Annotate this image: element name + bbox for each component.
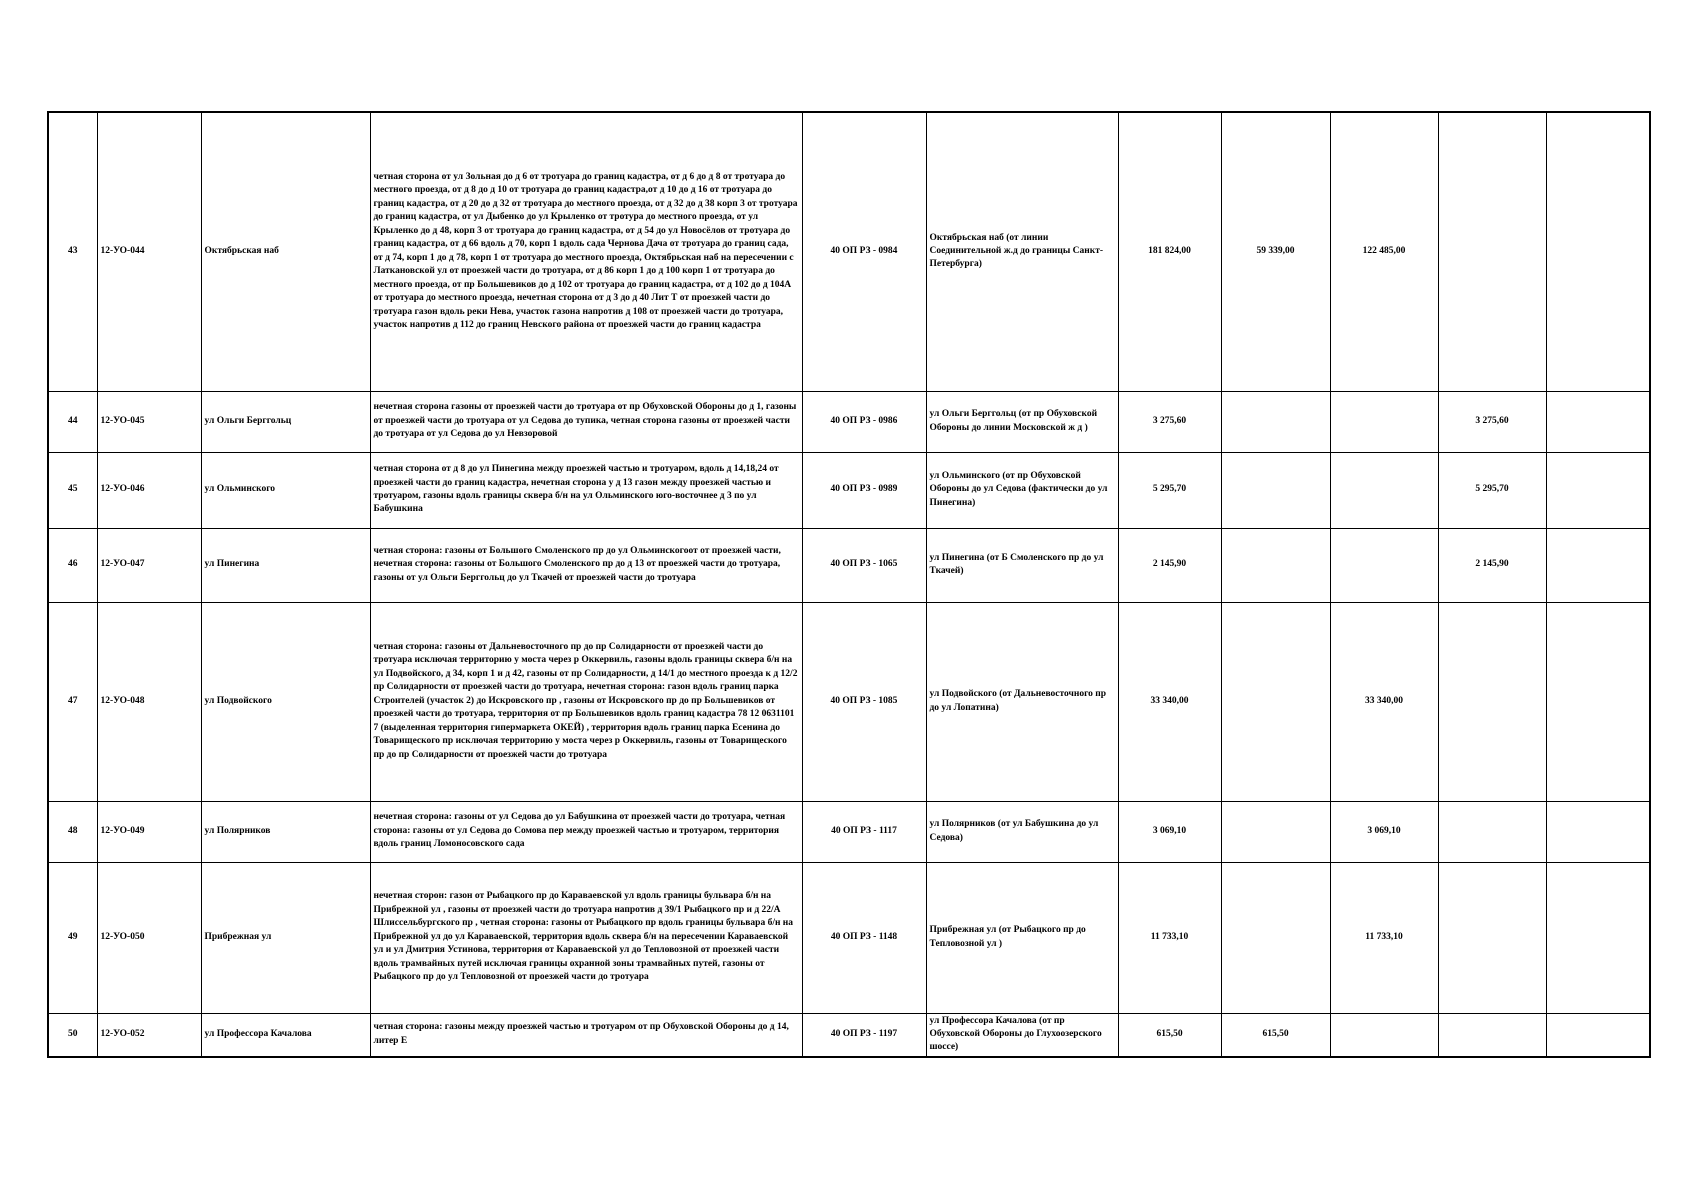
registry-number: 40 ОП РЗ - 0984 <box>802 112 926 391</box>
registry-number: 40 ОП РЗ - 0986 <box>802 391 926 452</box>
value-col-3: 3 275,60 <box>1438 391 1546 452</box>
value-col-1: 615,50 <box>1221 1013 1330 1057</box>
street-name: ул Полярников <box>201 801 370 862</box>
value-col-4 <box>1546 452 1650 528</box>
value-col-1 <box>1221 801 1330 862</box>
row-number: 50 <box>48 1013 97 1057</box>
register-table <box>47 111 1651 1058</box>
area-description: четная сторона от д 8 до ул Пинегина между проезжей частью и тротуаром, вдоль д 14,18,24 от проезжей части до границ кадастра, нечетная сторона у д 13 газон между проезжей частью и тротуаром, газоны вдоль границы сквера б/н на ул Ольминского юго-восточнее д 3 по ул Бабушкина <box>370 452 802 528</box>
row-number: 45 <box>48 452 97 528</box>
value-col-3: 5 295,70 <box>1438 452 1546 528</box>
total-area: 181 824,00 <box>1118 112 1221 391</box>
value-col-2: 122 485,00 <box>1330 112 1438 391</box>
area-description: нечетная сторона газоны от проезжей части до тротуара от пр Обуховской Обороны до д 1, газоны от проезжей части до тротуара от ул Седова до тупика, четная сторона газоны от проезжей части до тротуара от ул Седова до ул Невзоровой <box>370 391 802 452</box>
road-bounds: ул Ольги Берггольц (от пр Обуховской Обороны до линии Московской ж д ) <box>926 391 1118 452</box>
table-row <box>48 801 1650 862</box>
value-col-1 <box>1221 391 1330 452</box>
area-description: нечетная сторон: газон от Рыбацкого пр до Караваевской ул вдоль границы бульвара б/н на Прибрежной ул , газоны от проезжей части до тротуара напротив д 39/1 Рыбацкого пр и д 22/А Шлиссельбургского пр , четная сторона: газоны от Рыбацкого пр вдоль границы бульвара б/н на Прибрежной ул до ул Караваевской, территория вдоль сквера б/н на пересечении Караваевской ул и ул Дмитрия Устинова, территория от Караваевской ул до Тепловозной от проезжей части вдоль трамвайных путей исключая границы охранной зоны трамвайных путей, газоны от Рыбацкого пр до ул Тепловозной от проезжей части до тротуара <box>370 862 802 1013</box>
value-col-1 <box>1221 452 1330 528</box>
total-area: 2 145,90 <box>1118 528 1221 602</box>
value-col-4 <box>1546 862 1650 1013</box>
table-row <box>48 602 1650 801</box>
row-number: 43 <box>48 112 97 391</box>
object-code: 12-УО-048 <box>97 602 201 801</box>
total-area: 3 275,60 <box>1118 391 1221 452</box>
object-code: 12-УО-044 <box>97 112 201 391</box>
row-number: 49 <box>48 862 97 1013</box>
value-col-3 <box>1438 1013 1546 1057</box>
value-col-2 <box>1330 1013 1438 1057</box>
value-col-3: 2 145,90 <box>1438 528 1546 602</box>
registry-number: 40 ОП РЗ - 1085 <box>802 602 926 801</box>
area-description: четная сторона от ул Зольная до д 6 от тротуара до границ кадастра, от д 6 до д 8 от тротуара до местного проезда, от д 8 до д 10 от тротуара до границ кадастра,от д 10 до д 16 от тротуара до границ кадастра, от д 20 до д 32 от тротуара до местного проезда, от д 32 до д 38 корп 3 от тротуара до границ кадастра, от ул Дыбенко до ул Крыленко от тротура до местного проезда, от ул Крыленко до д 48, корп 3 от тротуара до границ кадастра, от д 54 до ул Новосёлов от тротуара до границ кадастра, от д 66 вдоль д 70, корп 1 вдоль сада Чернова Дача от тротуара до границ сада, от д 74, корп 1 до д 78, корп 1 от тротуара до местного проезда, Октябрьская наб на пересечении с Латкановской ул от проезжей части до тротуара, от д 86 корп 1 до д 100 корп 1 от тротуара до местного проезда, от пр Большевиков до д 102 от тротуара до границ кадастра, от д 102 до д 104А от тротуара до местного проезда, нечетная сторона от д 3 до д 40 Лит Т от проезжей части до тротуара газон вдоль реки Нева, участок газона напротив д 108 от проезжей части до тротуара, участок напротив д 112 до границ Невского района от проезжей части до границ кадастра <box>370 112 802 391</box>
value-col-4 <box>1546 528 1650 602</box>
value-col-2: 3 069,10 <box>1330 801 1438 862</box>
object-code: 12-УО-046 <box>97 452 201 528</box>
registry-number: 40 ОП РЗ - 1117 <box>802 801 926 862</box>
value-col-2 <box>1330 391 1438 452</box>
total-area: 11 733,10 <box>1118 862 1221 1013</box>
road-bounds: Октябрьская наб (от линии Соединительной ж.д до границы Санкт-Петербурга) <box>926 112 1118 391</box>
total-area: 3 069,10 <box>1118 801 1221 862</box>
object-code: 12-УО-052 <box>97 1013 201 1057</box>
value-col-2: 11 733,10 <box>1330 862 1438 1013</box>
table-body <box>48 112 1650 1057</box>
value-col-4 <box>1546 602 1650 801</box>
value-col-1: 59 339,00 <box>1221 112 1330 391</box>
table-row <box>48 391 1650 452</box>
row-number: 47 <box>48 602 97 801</box>
value-col-4 <box>1546 1013 1650 1057</box>
value-col-4 <box>1546 391 1650 452</box>
registry-number: 40 ОП РЗ - 1148 <box>802 862 926 1013</box>
object-code: 12-УО-050 <box>97 862 201 1013</box>
table-row <box>48 112 1650 391</box>
registry-number: 40 ОП РЗ - 1065 <box>802 528 926 602</box>
street-name: Прибрежная ул <box>201 862 370 1013</box>
value-col-1 <box>1221 862 1330 1013</box>
value-col-4 <box>1546 801 1650 862</box>
registry-number: 40 ОП РЗ - 0989 <box>802 452 926 528</box>
value-col-4 <box>1546 112 1650 391</box>
street-name: ул Профессора Качалова <box>201 1013 370 1057</box>
value-col-1 <box>1221 602 1330 801</box>
value-col-2: 33 340,00 <box>1330 602 1438 801</box>
road-bounds: ул Полярников (от ул Бабушкина до ул Седова) <box>926 801 1118 862</box>
area-description: четная сторона: газоны между проезжей частью и тротуаром от пр Обуховской Обороны до д 14, литер Е <box>370 1013 802 1057</box>
row-number: 46 <box>48 528 97 602</box>
value-col-3 <box>1438 112 1546 391</box>
object-code: 12-УО-049 <box>97 801 201 862</box>
total-area: 5 295,70 <box>1118 452 1221 528</box>
road-bounds: ул Ольминского (от пр Обуховской Обороны до ул Седова (фактически до ул Пинегина) <box>926 452 1118 528</box>
object-code: 12-УО-047 <box>97 528 201 602</box>
street-name: Октябрьская наб <box>201 112 370 391</box>
area-description: четная сторона: газоны от Дальневосточного пр до пр Солидарности от проезжей части до тротуара исключая территорию у моста через р Оккервиль, газоны вдоль границы сквера б/н на ул Подвойского, д 34, корп 1 и д 42, газоны от пр Солидарности, д 14/1 до местного проезда к д 12/2 пр Солидарности от проезжей части до тротуара, нечетная сторона: газон вдоль границ парка Строителей (участок 2) до Искровского пр , газоны от Искровского пр до пр Большевиков от проезжей части до тротуара, территория от пр Большевиков вдоль границ кадастра 78 12 0631101 7 (выделенная территория гипермаркета ОКЕЙ) , территория вдоль границ парка Есенина до Товарищеского пр исключая территорию у моста через р Оккервиль, газоны от Товарищеского пр до пр Солидарности от проезжей части до тротуара <box>370 602 802 801</box>
table-row <box>48 528 1650 602</box>
area-description: нечетная сторона: газоны от ул Седова до ул Бабушкина от проезжей части до тротуара, четная сторона: газоны от ул Седова до Сомова пер между проезжей частью и тротуаром, территория вдоль границ Ломоносовского сада <box>370 801 802 862</box>
registry-number: 40 ОП РЗ - 1197 <box>802 1013 926 1057</box>
street-name: ул Ольги Берггольц <box>201 391 370 452</box>
value-col-3 <box>1438 602 1546 801</box>
table-row <box>48 452 1650 528</box>
table-row <box>48 1013 1650 1057</box>
street-name: ул Подвойского <box>201 602 370 801</box>
road-bounds: ул Профессора Качалова (от пр Обуховской Обороны до Глухоозерского шоссе) <box>926 1013 1118 1057</box>
table-row <box>48 862 1650 1013</box>
total-area: 33 340,00 <box>1118 602 1221 801</box>
road-bounds: Прибрежная ул (от Рыбацкого пр до Тепловозной ул ) <box>926 862 1118 1013</box>
row-number: 48 <box>48 801 97 862</box>
value-col-3 <box>1438 801 1546 862</box>
total-area: 615,50 <box>1118 1013 1221 1057</box>
value-col-3 <box>1438 862 1546 1013</box>
street-name: ул Пинегина <box>201 528 370 602</box>
object-code: 12-УО-045 <box>97 391 201 452</box>
street-name: ул Ольминского <box>201 452 370 528</box>
area-description: четная сторона: газоны от Большого Смоленского пр до ул Ольминскогоот от проезжей части, нечетная сторона: газоны от Большого Смоленского пр до д 13 от проезжей части до тротуара, газоны от ул Ольги Берггольц до ул Ткачей от проезжей части до тротуара <box>370 528 802 602</box>
value-col-2 <box>1330 528 1438 602</box>
road-bounds: ул Подвойского (от Дальневосточного пр до ул Лопатина) <box>926 602 1118 801</box>
value-col-2 <box>1330 452 1438 528</box>
road-bounds: ул Пинегина (от Б Смоленского пр до ул Ткачей) <box>926 528 1118 602</box>
value-col-1 <box>1221 528 1330 602</box>
row-number: 44 <box>48 391 97 452</box>
